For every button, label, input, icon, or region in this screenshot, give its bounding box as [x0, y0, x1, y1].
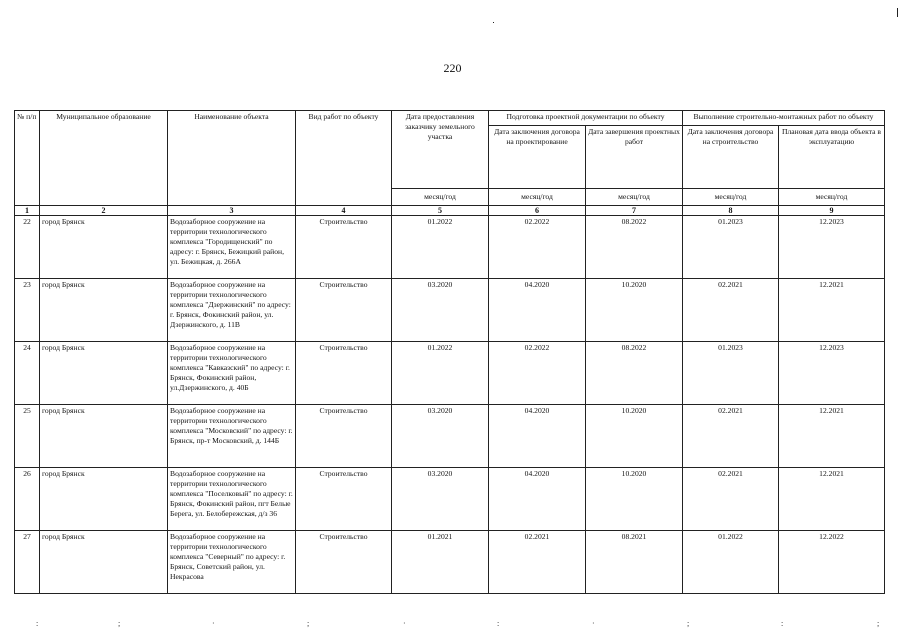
unit-label: месяц/год [489, 189, 586, 206]
column-number: 4 [296, 206, 392, 216]
commissioning-date-cell: 12.2021 [779, 279, 885, 342]
table-row [15, 531, 885, 594]
land-date-cell: 03.2020 [392, 405, 489, 468]
row-number: 22 [15, 216, 40, 279]
design-contract-date-cell: 02.2021 [489, 531, 586, 594]
header-design-group: Подготовка проектной документации по объекту [489, 111, 683, 126]
column-number: 9 [779, 206, 885, 216]
construction-contract-date-cell: 02.2021 [683, 405, 779, 468]
work-type-cell: Строительство [296, 468, 392, 531]
work-type-cell: Строительство [296, 405, 392, 468]
table-row [15, 468, 885, 531]
work-type-cell: Строительство [296, 531, 392, 594]
municipality-cell: город Брянск [40, 468, 168, 531]
header-num: № п/п [15, 111, 40, 206]
object-name-cell: Водозаборное сооружение на территории технологического комплекса "Северный" по адресу: г. Брянск, Советский район, ул. Некрасова [168, 531, 296, 594]
column-number: 6 [489, 206, 586, 216]
unit-label: месяц/год [779, 189, 885, 206]
row-number: 25 [15, 405, 40, 468]
land-date-cell: 03.2020 [392, 468, 489, 531]
object-name-cell: Водозаборное сооружение на территории технологического комплекса "Городищенский" по адресу: г. Брянск, Бежицкий район, ул. Бежицкая, д. 266А [168, 216, 296, 279]
municipality-cell: город Брянск [40, 279, 168, 342]
object-name-cell: Водозаборное сооружение на территории технологического комплекса "Поселковый" по адресу: г. Брянск, Фокинский район, пгт Белые Берега, ул. Белобережская, д/з 36 [168, 468, 296, 531]
scan-speck [897, 8, 898, 17]
column-number: 7 [586, 206, 683, 216]
land-date-cell: 03.2020 [392, 279, 489, 342]
column-number: 2 [40, 206, 168, 216]
municipality-cell: город Брянск [40, 216, 168, 279]
object-name-cell: Водозаборное сооружение на территории технологического комплекса "Кавказский" по адресу: г. Брянск, Фокинский район, ул.Дзержинского, д. 40Б [168, 342, 296, 405]
header-land-date: Дата предоставления заказчику земельного участка [392, 111, 489, 189]
land-date-cell: 01.2022 [392, 342, 489, 405]
header-commissioning: Плановая дата ввода объекта в эксплуатацию [779, 126, 885, 189]
commissioning-date-cell: 12.2022 [779, 531, 885, 594]
table-row [15, 342, 885, 405]
municipality-cell: город Брянск [40, 342, 168, 405]
work-type-cell: Строительство [296, 216, 392, 279]
table-row [15, 279, 885, 342]
design-complete-date-cell: 08.2022 [586, 342, 683, 405]
work-type-cell: Строительство [296, 279, 392, 342]
design-contract-date-cell: 04.2020 [489, 468, 586, 531]
object-name-cell: Водозаборное сооружение на территории технологического комплекса "Московский" по адресу: г. Брянск, пр-т Московский, д. 144Б [168, 405, 296, 468]
land-date-cell: 01.2022 [392, 216, 489, 279]
scan-artifacts: : ; · ; · : · ; : ; [36, 619, 880, 628]
object-name-cell: Водозаборное сооружение на территории технологического комплекса "Дзержинский" по адресу: г. Брянск, Фокинский район, ул. Дзержинского, д. 11В [168, 279, 296, 342]
column-number: 3 [168, 206, 296, 216]
commissioning-date-cell: 12.2021 [779, 468, 885, 531]
design-contract-date-cell: 04.2020 [489, 279, 586, 342]
design-contract-date-cell: 02.2022 [489, 216, 586, 279]
design-complete-date-cell: 10.2020 [586, 405, 683, 468]
unit-label: месяц/год [683, 189, 779, 206]
header-object-name: Наименование объекта [168, 111, 296, 206]
design-complete-date-cell: 10.2020 [586, 468, 683, 531]
row-number: 27 [15, 531, 40, 594]
column-number: 8 [683, 206, 779, 216]
work-type-cell: Строительство [296, 342, 392, 405]
column-number: 5 [392, 206, 489, 216]
row-number: 23 [15, 279, 40, 342]
scan-speck [493, 22, 494, 23]
row-number: 26 [15, 468, 40, 531]
page-number: 220 [443, 61, 462, 75]
column-number-row [15, 206, 885, 216]
schedule-table [14, 110, 885, 594]
design-complete-date-cell: 08.2021 [586, 531, 683, 594]
header-construction-group: Выполнение строительно-монтажных работ по объекту [683, 111, 885, 126]
header-design-contract: Дата заключения договора на проектирование [489, 126, 586, 189]
construction-contract-date-cell: 02.2021 [683, 468, 779, 531]
construction-contract-date-cell: 01.2023 [683, 216, 779, 279]
construction-contract-date-cell: 01.2022 [683, 531, 779, 594]
municipality-cell: город Брянск [40, 531, 168, 594]
commissioning-date-cell: 12.2023 [779, 342, 885, 405]
header-municipality: Муниципальное образование [40, 111, 168, 206]
commissioning-date-cell: 12.2023 [779, 216, 885, 279]
table-row [15, 216, 885, 279]
column-number: 1 [15, 206, 40, 216]
commissioning-date-cell: 12.2021 [779, 405, 885, 468]
design-contract-date-cell: 04.2020 [489, 405, 586, 468]
table-row [15, 405, 885, 468]
header-design-complete: Дата завершения проектных работ [586, 126, 683, 189]
construction-contract-date-cell: 01.2023 [683, 342, 779, 405]
municipality-cell: город Брянск [40, 405, 168, 468]
unit-label: месяц/год [392, 189, 489, 206]
header-work-type: Вид работ по объекту [296, 111, 392, 206]
land-date-cell: 01.2021 [392, 531, 489, 594]
construction-contract-date-cell: 02.2021 [683, 279, 779, 342]
header-construction-contract: Дата заключения договора на строительство [683, 126, 779, 189]
design-complete-date-cell: 10.2020 [586, 279, 683, 342]
design-complete-date-cell: 08.2022 [586, 216, 683, 279]
header-row-top [15, 111, 885, 126]
unit-label: месяц/год [586, 189, 683, 206]
row-number: 24 [15, 342, 40, 405]
design-contract-date-cell: 02.2022 [489, 342, 586, 405]
